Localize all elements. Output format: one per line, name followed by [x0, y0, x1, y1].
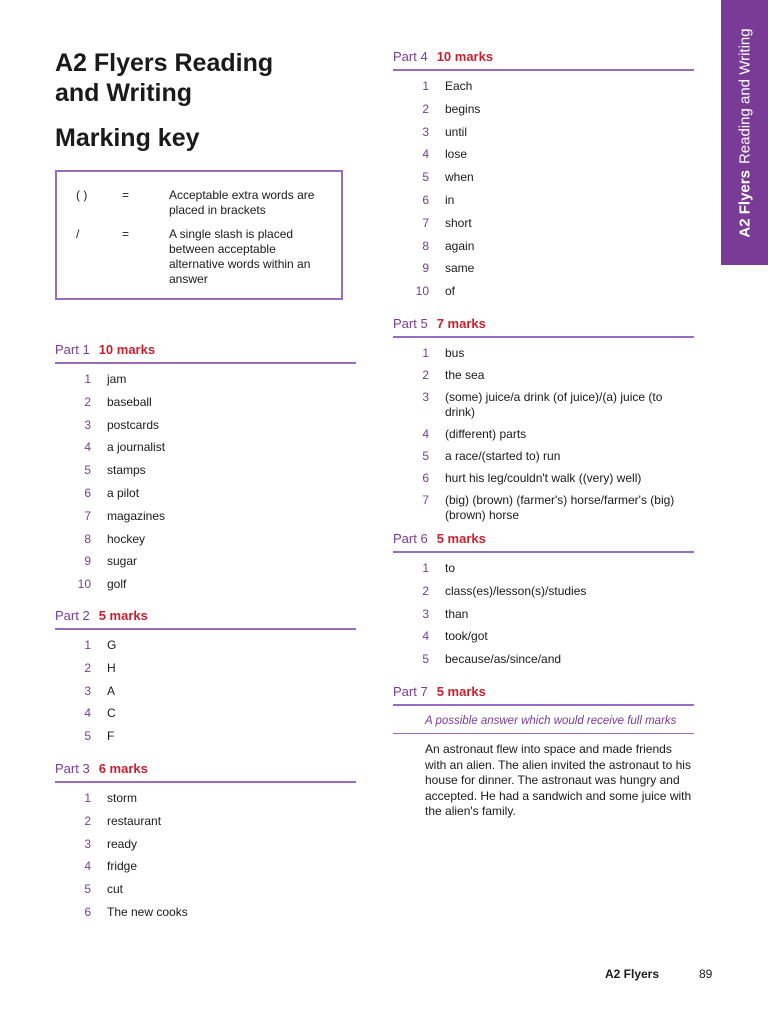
part-label: Part 6 — [393, 531, 428, 546]
answer-item — [393, 102, 694, 117]
legend-description: A single slash is placed between acceptable alternative words within an answer — [169, 227, 311, 286]
part-label: Part 7 — [393, 684, 428, 699]
item-number: 1 — [422, 561, 429, 575]
title-line-1: A2 Flyers Reading — [55, 49, 274, 77]
item-answer: in — [445, 192, 455, 207]
item-number: 4 — [422, 427, 429, 441]
item-number: 1 — [422, 346, 429, 360]
side-tab — [721, 0, 768, 265]
item-answer: golf — [107, 577, 127, 592]
answer-item — [55, 882, 356, 897]
part-5-section — [393, 315, 694, 530]
answer-item — [393, 471, 694, 486]
item-answer: postcards — [107, 417, 160, 432]
answer-item — [393, 390, 694, 420]
answer-item — [393, 346, 694, 361]
answer-item — [393, 216, 694, 231]
answer-item — [55, 440, 356, 455]
legend-symbol: ( ) — [76, 188, 88, 202]
item-number: 3 — [422, 124, 429, 139]
part-marks: 10 marks — [436, 49, 494, 64]
legend-equals: = — [122, 188, 130, 202]
item-number: 6 — [422, 192, 429, 207]
item-number: 3 — [422, 606, 429, 621]
answer-item — [55, 905, 356, 920]
sample-answer-text: An astronaut flew into space and made friends with an alien. The alien invited the astronaut to his house for dinner. The astronaut was hungry and accepted. He had a sandwich and some juice with the alien's family. — [425, 742, 692, 818]
item-answer: restaurant — [107, 813, 162, 828]
item-answer: again — [445, 238, 475, 253]
legend-equals: = — [122, 227, 130, 241]
item-answer: hurt his leg/couldn't walk ((very) well) — [445, 471, 642, 485]
item-number: 10 — [415, 284, 429, 299]
item-answer: to — [445, 561, 456, 575]
item-number: 3 — [84, 683, 91, 698]
title-line-2: and Writing — [55, 79, 193, 107]
item-answer: when — [445, 170, 474, 185]
part-header — [55, 341, 356, 364]
answer-item — [55, 532, 356, 547]
answer-item — [55, 463, 356, 478]
answer-item — [393, 79, 694, 94]
part-marks: 6 marks — [98, 761, 148, 776]
answer-item — [393, 170, 694, 185]
item-answer: F — [107, 729, 115, 744]
legend-box — [55, 170, 343, 300]
answer-list — [55, 791, 356, 920]
item-number: 1 — [84, 372, 91, 386]
item-number: 6 — [84, 485, 91, 500]
item-number: 2 — [84, 660, 91, 675]
answer-item — [55, 684, 356, 699]
answer-list — [393, 346, 694, 523]
side-tab-normal: Reading and Writing — [736, 27, 753, 164]
answer-list — [393, 561, 694, 667]
item-number: 8 — [422, 238, 429, 253]
answer-item — [393, 449, 694, 464]
item-number: 2 — [84, 394, 91, 409]
item-number: 10 — [77, 577, 91, 592]
part-marks: 5 marks — [436, 531, 486, 546]
answer-item — [393, 607, 694, 622]
answer-item — [55, 418, 356, 433]
item-number: 2 — [422, 101, 429, 116]
item-number: 4 — [84, 859, 91, 874]
part-marks: 10 marks — [98, 342, 156, 357]
item-number: 5 — [422, 170, 429, 185]
item-number: 2 — [422, 583, 429, 598]
item-number: 7 — [422, 215, 429, 230]
item-answer: short — [445, 215, 472, 230]
document-title — [55, 48, 273, 108]
item-number: 1 — [84, 791, 91, 805]
divider — [393, 733, 694, 734]
part-marks: 5 marks — [98, 608, 148, 623]
item-answer: fridge — [107, 859, 138, 874]
sample-answer-note: A possible answer which would receive full marks — [425, 715, 677, 727]
item-number: 4 — [84, 440, 91, 455]
part-2-section — [55, 607, 356, 752]
part-4-section — [393, 48, 694, 307]
item-answer: hockey — [107, 531, 146, 546]
answer-item — [55, 554, 356, 569]
item-answer: Each — [445, 79, 473, 93]
part-label: Part 5 — [393, 316, 428, 331]
part-6-section — [393, 530, 694, 675]
answer-item — [55, 486, 356, 501]
answer-item — [393, 493, 694, 523]
item-number: 5 — [422, 652, 429, 667]
answer-item — [393, 561, 694, 576]
answer-item — [393, 584, 694, 599]
item-answer: same — [445, 261, 475, 276]
part-label: Part 3 — [55, 761, 90, 776]
item-answer: the sea — [445, 368, 485, 382]
item-answer: storm — [107, 791, 137, 805]
item-answer: begins — [445, 101, 481, 116]
part-7-section — [393, 683, 694, 820]
answer-item — [55, 814, 356, 829]
item-answer: magazines — [107, 508, 166, 523]
item-answer: baseball — [107, 394, 152, 409]
answer-item — [55, 638, 356, 653]
item-answer: a journalist — [107, 440, 166, 455]
footer-label: A2 Flyers — [605, 967, 660, 981]
answer-item — [55, 837, 356, 852]
item-number: 4 — [84, 706, 91, 721]
answer-item — [55, 577, 356, 592]
item-answer: bus — [445, 346, 465, 360]
answer-item — [393, 261, 694, 276]
item-answer: a race/(started to) run — [445, 449, 561, 463]
part-label: Part 1 — [55, 342, 90, 357]
item-answer: C — [107, 706, 116, 721]
part-marks: 7 marks — [436, 316, 486, 331]
item-answer: took/got — [445, 629, 488, 644]
answer-item — [393, 629, 694, 644]
side-tab-label — [736, 28, 753, 237]
answer-item — [393, 427, 694, 442]
document-subtitle: Marking key — [55, 124, 200, 152]
part-marks: 5 marks — [436, 684, 486, 699]
answer-list — [393, 79, 694, 299]
answer-item — [55, 395, 356, 410]
item-answer: than — [445, 606, 469, 621]
legend-description: Acceptable extra words are placed in brackets — [169, 188, 315, 217]
item-number: 3 — [422, 390, 429, 404]
item-number: 3 — [84, 417, 91, 432]
answer-item — [55, 706, 356, 721]
part-1-section — [55, 341, 356, 600]
item-answer: (big) (brown) (farmer's) horse/farmer's (big) (brown) horse — [445, 493, 675, 522]
item-answer: of — [445, 284, 456, 299]
item-answer: class(es)/lesson(s)/studies — [445, 583, 587, 598]
item-number: 1 — [84, 638, 91, 652]
part-3-section — [55, 760, 356, 928]
answer-item — [55, 859, 356, 874]
item-number: 6 — [422, 471, 429, 485]
item-number: 9 — [422, 261, 429, 276]
answer-item — [55, 372, 356, 387]
part-header — [393, 315, 694, 338]
answer-item — [393, 368, 694, 383]
answer-item — [393, 147, 694, 162]
item-answer: cut — [107, 882, 124, 897]
answer-item — [393, 239, 694, 254]
item-answer: stamps — [107, 463, 146, 478]
answer-item — [393, 125, 694, 140]
item-number: 4 — [422, 629, 429, 644]
item-number: 1 — [422, 79, 429, 93]
answer-item — [55, 791, 356, 806]
answer-list — [55, 638, 356, 744]
answer-item — [55, 729, 356, 744]
item-number: 2 — [84, 813, 91, 828]
page-number: 89 — [699, 967, 713, 981]
answer-item — [55, 509, 356, 524]
answer-item — [55, 661, 356, 676]
item-number: 5 — [84, 882, 91, 897]
item-number: 2 — [422, 368, 429, 382]
part-header — [393, 683, 694, 706]
part-header — [55, 760, 356, 783]
answer-item — [393, 652, 694, 667]
item-number: 5 — [84, 463, 91, 478]
part-label: Part 4 — [393, 49, 428, 64]
item-number: 7 — [84, 508, 91, 523]
item-answer: G — [107, 638, 117, 652]
item-answer: because/as/since/and — [445, 652, 562, 667]
answer-item — [393, 284, 694, 299]
item-answer: H — [107, 660, 116, 675]
item-answer: A — [107, 683, 116, 698]
item-number: 3 — [84, 836, 91, 851]
item-answer: sugar — [107, 554, 138, 569]
item-number: 9 — [84, 554, 91, 569]
item-answer: (some) juice/a drink (of juice)/(a) juice (to drink) — [445, 390, 663, 419]
item-answer: The new cooks — [107, 904, 188, 919]
item-answer: lose — [445, 147, 468, 162]
item-answer: a pilot — [107, 485, 140, 500]
answer-item — [393, 193, 694, 208]
legend-symbol: / — [76, 227, 80, 241]
item-answer: jam — [107, 372, 127, 386]
item-answer: until — [445, 124, 468, 139]
item-number: 6 — [84, 904, 91, 919]
part-header — [55, 607, 356, 630]
item-number: 8 — [84, 531, 91, 546]
item-number: 4 — [422, 147, 429, 162]
item-answer: (different) parts — [445, 427, 527, 441]
item-number: 5 — [422, 449, 429, 463]
part-header — [393, 48, 694, 71]
part-label: Part 2 — [55, 608, 90, 623]
side-tab-bold: A2 Flyers — [736, 169, 753, 238]
item-number: 5 — [84, 729, 91, 744]
item-number: 7 — [422, 493, 429, 507]
item-answer: ready — [107, 836, 138, 851]
part-header — [393, 530, 694, 553]
answer-list — [55, 372, 356, 592]
